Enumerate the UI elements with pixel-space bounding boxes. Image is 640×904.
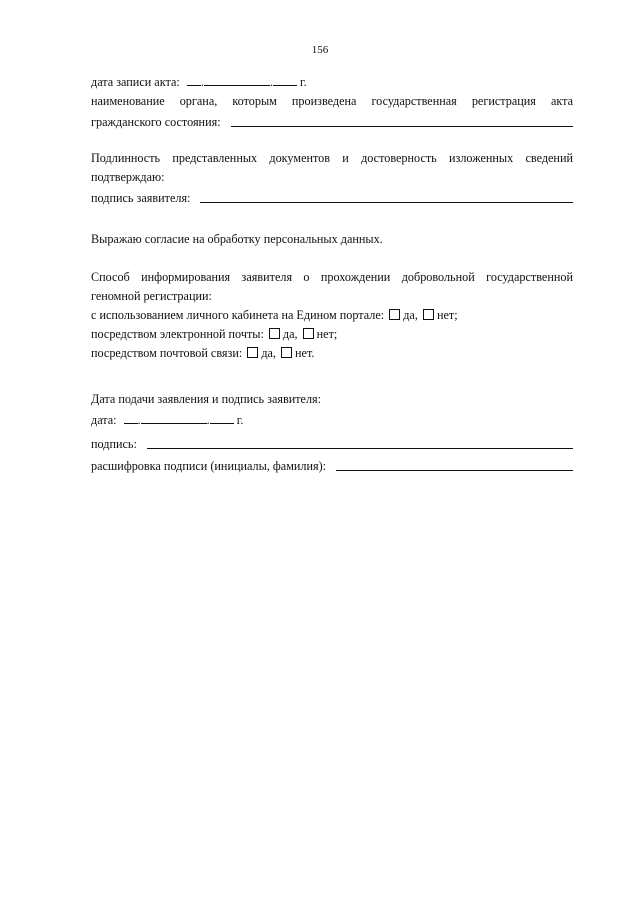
email-yes-label: да, bbox=[282, 327, 298, 341]
post-no-checkbox[interactable] bbox=[281, 347, 292, 358]
signature-decode-field[interactable] bbox=[336, 456, 573, 471]
submission-signature-row bbox=[91, 433, 573, 452]
email-no-label: нет; bbox=[316, 327, 338, 341]
submission-date-year-suffix: г. bbox=[236, 413, 244, 427]
submission-date-row bbox=[91, 411, 573, 430]
portal-no-label: нет; bbox=[436, 308, 458, 322]
act-date-year-suffix: г. bbox=[299, 75, 307, 89]
authority-field[interactable] bbox=[231, 112, 573, 127]
informing-line-2: геномной регистрации: bbox=[91, 289, 212, 303]
act-date-day-field[interactable] bbox=[187, 73, 201, 86]
act-date-month-field[interactable] bbox=[204, 73, 270, 86]
informing-line-1: Способ информирования заявителя о прохождении добровольной государственной bbox=[91, 270, 573, 284]
post-yes-label: да, bbox=[261, 346, 276, 360]
signature-decode-label: расшифровка подписи (инициалы, фамилия): bbox=[91, 459, 327, 473]
informing-option-label: посредством почтовой связи: bbox=[91, 346, 243, 360]
act-date-label: дата записи акта: bbox=[91, 75, 180, 89]
submission-signature-label: подпись: bbox=[91, 437, 137, 451]
post-yes-checkbox[interactable] bbox=[247, 347, 258, 358]
informing-option-label: посредством электронной почты: bbox=[91, 327, 264, 341]
submission-date-year-field[interactable] bbox=[210, 411, 234, 424]
submission-date-month-field[interactable] bbox=[141, 411, 207, 424]
submission-signature-field[interactable] bbox=[147, 434, 573, 449]
page-number: 156 bbox=[311, 44, 329, 56]
authority-line-1: наименование органа, которым произведена государственная регистрация акта bbox=[91, 94, 573, 108]
authority-label: гражданского состояния: bbox=[91, 115, 221, 129]
applicant-signature-field[interactable] bbox=[200, 188, 573, 203]
consent-text: Выражаю согласие на обработку персональных данных. bbox=[91, 232, 383, 246]
email-yes-checkbox[interactable] bbox=[269, 328, 280, 339]
act-date-sep-1: . bbox=[200, 75, 204, 89]
authority-row bbox=[91, 111, 573, 130]
act-date-sep-2: . bbox=[269, 75, 273, 89]
applicant-signature-label: подпись заявителя: bbox=[91, 191, 191, 205]
informing-option-portal bbox=[91, 306, 573, 325]
submission-heading: Дата подачи заявления и подпись заявителя: bbox=[91, 392, 322, 406]
portal-yes-checkbox[interactable] bbox=[389, 309, 400, 320]
informing-option-label: с использованием личного кабинета на Едином портале: bbox=[91, 308, 385, 322]
post-no-label: нет. bbox=[295, 346, 315, 360]
informing-option-email bbox=[91, 325, 573, 344]
act-date-row bbox=[91, 73, 573, 92]
confirmation-line-1: Подлинность представленных документов и достоверность изложенных сведений bbox=[91, 151, 573, 165]
informing-option-post bbox=[91, 344, 573, 363]
form-content bbox=[91, 73, 573, 474]
submission-date-sep-1: . bbox=[137, 413, 141, 427]
portal-yes-label: да, bbox=[403, 308, 418, 322]
portal-no-checkbox[interactable] bbox=[423, 309, 434, 320]
act-date-year-field[interactable] bbox=[273, 73, 297, 86]
submission-date-label: дата: bbox=[91, 413, 117, 427]
submission-date-sep-2: . bbox=[206, 413, 210, 427]
signature-decode-row bbox=[91, 455, 573, 474]
email-no-checkbox[interactable] bbox=[303, 328, 314, 339]
confirmation-line-2: подтверждаю: bbox=[91, 170, 165, 184]
submission-date-day-field[interactable] bbox=[124, 411, 138, 424]
applicant-signature-row bbox=[91, 187, 573, 206]
